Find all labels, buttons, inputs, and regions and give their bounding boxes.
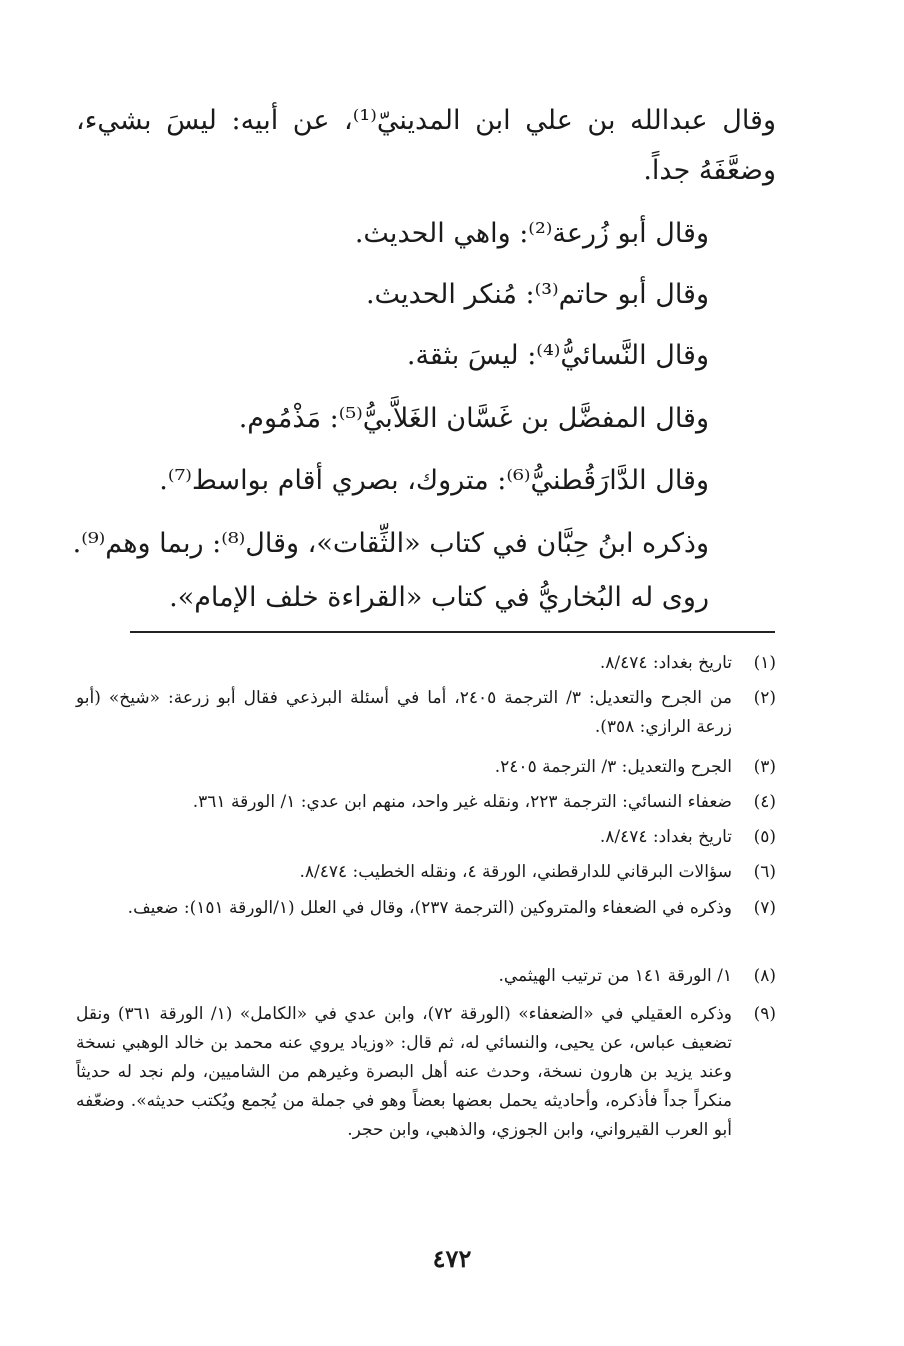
footnote-number: (٣) (753, 757, 776, 777)
footnote-text: سؤالات البرقاني للدارقطني، الورقة ٤، ونقله الخطيب: ٨/٤٧٤. (299, 862, 732, 882)
line-abu-hatim: وقال أبو حاتم⁽³⁾: مُنكر الحديث. (365, 279, 709, 310)
footnote-number: (٤) (753, 792, 776, 812)
footnote-number: (٢) (753, 688, 776, 708)
footnote-text: وذكره العقيلي في «الضعفاء» (الورقة ٧٢)، وابن عدي في «الكامل» (١/ الورقة ٣٦١) ونقل تضعيف عباس، عن يحيى، والنسائي له، ثم قال: «وزياد يروي عنه محمد بن خالد الوهبي نسخة وعند يزيد بن هارون نسخة، وحدث عنه أهل البصرة وغيرهم من الشاميين، ولم نجد له حديثاً منكراً جداً فأذكره، وأحاديثه يحمل بعضها بعضاً وهو في جملة من يُجمع ويُكتب حديثه». وضعّفه أبو العرب القيرواني، وابن الجوزي، والذهبي، وابن حجر. (76, 1004, 733, 1140)
footnote-text: تاريخ بغداد: ٨/٤٧٤. (599, 827, 732, 847)
footnote-text: وذكره في الضعفاء والمتروكين (الترجمة ٢٣٧)، وقال في العلل (١/الورقة ١٥١): ضعيف. (127, 898, 732, 918)
footnote-text: الجرح والتعديل: ٣/ الترجمة ٢٤٠٥. (494, 757, 732, 777)
footnote-5 (76, 823, 776, 852)
footnote-number: (٩) (753, 1004, 776, 1024)
footnote-text: ضعفاء النسائي: الترجمة ٢٢٣، ونقله غير واحد، منهم ابن عدي: ١/ الورقة ٣٦١. (192, 792, 732, 812)
footnote-1 (76, 649, 776, 678)
footnote-8 (76, 962, 776, 991)
footnote-separator (130, 631, 775, 633)
footnote-number: (٨) (753, 966, 776, 986)
footnote-number: (١) (753, 653, 776, 673)
footnote-text: ١/ الورقة ١٤١ من ترتيب الهيثمي. (498, 966, 732, 986)
footnote-3 (76, 753, 776, 782)
footnote-text: تاريخ بغداد: ٨/٤٧٤. (599, 653, 732, 673)
page-number: ٤٧٢ (432, 1244, 472, 1273)
footnote-4 (76, 788, 776, 817)
footnote-number: (٥) (753, 827, 776, 847)
paragraph-madini: وقال عبدالله بن علي ابن المدينيّ⁽¹⁾، عن أبيه: ليسَ بشيء، وضعَّفَهُ جداً. (76, 105, 776, 186)
footnote-text: من الجرح والتعديل: ٣/ الترجمة ٢٤٠٥، أما في أسئلة البرذعي فقال أبو زرعة: «شيخ» (أبو زرعة الرازي: ٣٥٨). (76, 688, 732, 737)
footnote-2 (76, 684, 776, 742)
footnote-9 (76, 1000, 776, 1145)
line-nasai: وقال النَّسائيُّ⁽⁴⁾: ليسَ بثقة. (406, 340, 709, 371)
line-daraqutni: وقال الدَّارَقُطنيُّ⁽⁶⁾: متروك، بصري أقام بواسط⁽⁷⁾. (159, 465, 709, 496)
line-abu-zura: وقال أبو زُرعة⁽²⁾: واهي الحديث. (354, 218, 709, 249)
line-ghallabi: وقال المفضَّل بن غَسَّان الغَلاَّبيُّ⁽⁵⁾: مَذْمُوم. (238, 403, 709, 434)
footnote-number: (٦) (753, 862, 776, 882)
footnote-7 (76, 894, 776, 923)
main-text (76, 96, 776, 196)
line-bukhari: روى له البُخاريُّ في كتاب «القراءة خلف الإمام». (169, 582, 709, 613)
footnote-6 (76, 858, 776, 887)
line-ibn-hibban: وذكره ابنُ حِبَّان في كتاب «الثِّقات»، وقال⁽⁸⁾: ربما وهم⁽⁹⁾. (72, 528, 709, 559)
footnote-number: (٧) (753, 898, 776, 918)
